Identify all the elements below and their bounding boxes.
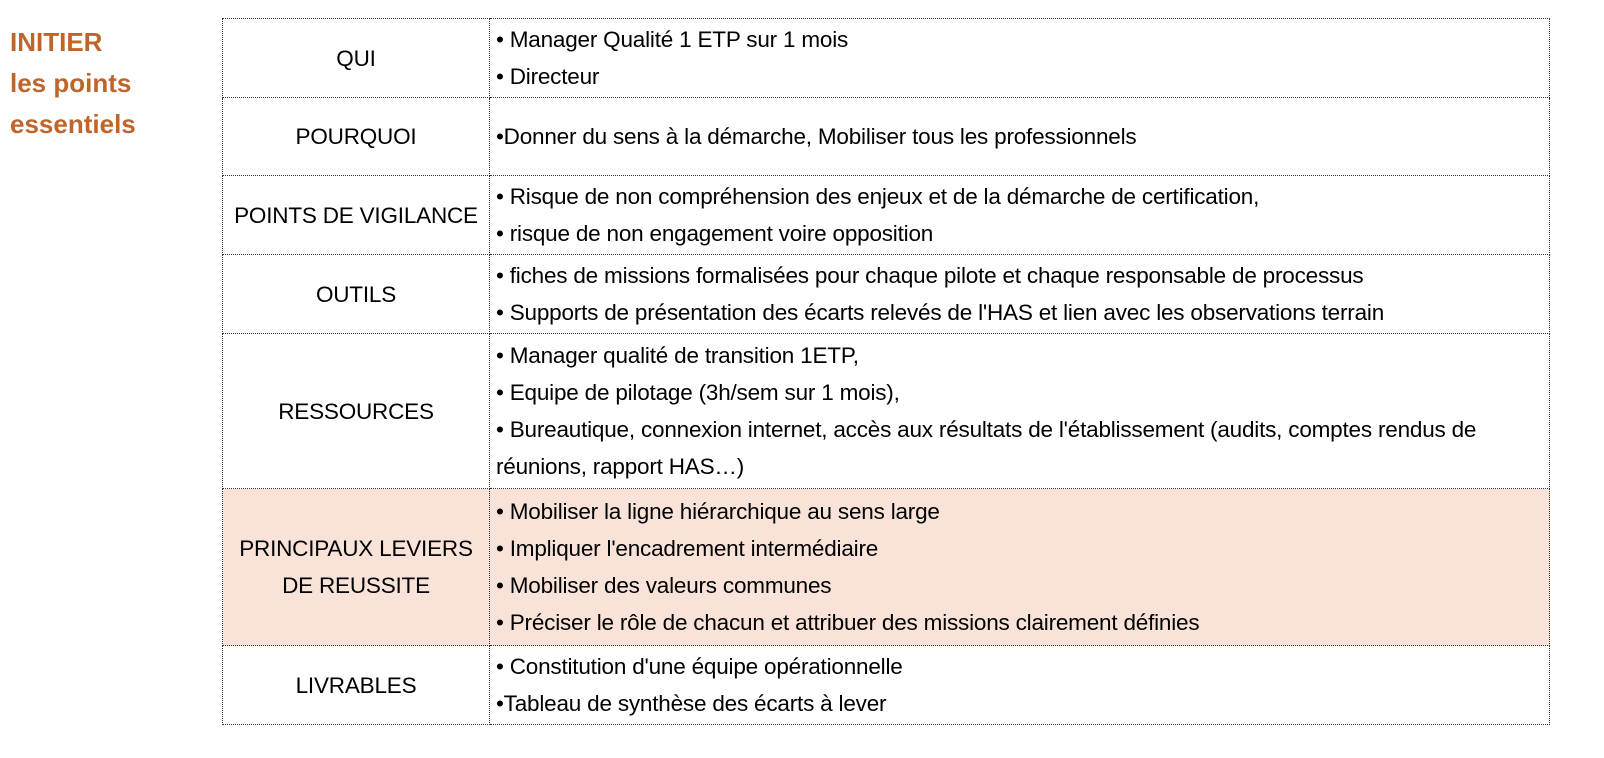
heading-line-2: les points xyxy=(10,68,132,98)
table-row-ressources xyxy=(223,334,1550,489)
table-row-points-de-vigilance xyxy=(223,176,1550,255)
table-row-pourquoi xyxy=(223,98,1550,176)
list-item: • Supports de présentation des écarts relevés de l'HAS et lien avec les observations terrain xyxy=(496,300,1385,325)
row-label-points-de-vigilance: POINTS DE VIGILANCE xyxy=(223,176,490,255)
table-row-outils xyxy=(223,255,1550,334)
list-item: • Impliquer l'encadrement intermédiaire xyxy=(496,536,879,561)
row-content-pourquoi xyxy=(490,98,1550,176)
list-item: • Mobiliser la ligne hiérarchique au sens large xyxy=(496,499,940,524)
heading-line-1: INITIER xyxy=(10,27,103,57)
row-label-outils: OUTILS xyxy=(223,255,490,334)
table-row-livrables xyxy=(223,646,1550,725)
list-item: • Mobiliser des valeurs communes xyxy=(496,573,832,598)
table-row-qui xyxy=(223,19,1550,98)
row-content-ressources xyxy=(490,334,1550,489)
list-item: • Equipe de pilotage (3h/sem sur 1 mois), xyxy=(496,380,900,405)
table-row-principaux-leviers xyxy=(223,489,1550,646)
row-label-pourquoi: POURQUOI xyxy=(223,98,490,176)
essentials-table xyxy=(222,18,1550,725)
list-item: •Donner du sens à la démarche, Mobiliser tous les professionnels xyxy=(496,124,1137,149)
row-content-points-de-vigilance xyxy=(490,176,1550,255)
heading-line-3: essentiels xyxy=(10,109,136,139)
list-item: • Manager Qualité 1 ETP sur 1 mois xyxy=(496,27,849,52)
row-label-principaux-leviers xyxy=(223,489,490,646)
row-content-principaux-leviers xyxy=(490,489,1550,646)
row-label-line-2: DE REUSSITE xyxy=(282,573,430,598)
row-content-qui xyxy=(490,19,1550,98)
row-content-livrables xyxy=(490,646,1550,725)
list-item: • Directeur xyxy=(496,64,600,89)
row-label-ressources: RESSOURCES xyxy=(223,334,490,489)
row-content-outils xyxy=(490,255,1550,334)
list-item: • Bureautique, connexion internet, accès aux résultats de l'établissement (audits, comptes rendus de réunions, rapport HAS…) xyxy=(496,417,1477,479)
row-label-line-1: PRINCIPAUX LEVIERS xyxy=(239,536,473,561)
row-label-livrables: LIVRABLES xyxy=(223,646,490,725)
row-label-qui: QUI xyxy=(223,19,490,98)
list-item: •Tableau de synthèse des écarts à lever xyxy=(496,691,887,716)
list-item: • Préciser le rôle de chacun et attribuer des missions clairement définies xyxy=(496,610,1200,635)
list-item: • Risque de non compréhension des enjeux et de la démarche de certification, xyxy=(496,184,1260,209)
list-item: • risque de non engagement voire opposition xyxy=(496,221,934,246)
section-heading xyxy=(10,22,210,145)
list-item: • Manager qualité de transition 1ETP, xyxy=(496,343,859,368)
list-item: • Constitution d'une équipe opérationnelle xyxy=(496,654,903,679)
list-item: • fiches de missions formalisées pour chaque pilote et chaque responsable de processus xyxy=(496,263,1364,288)
